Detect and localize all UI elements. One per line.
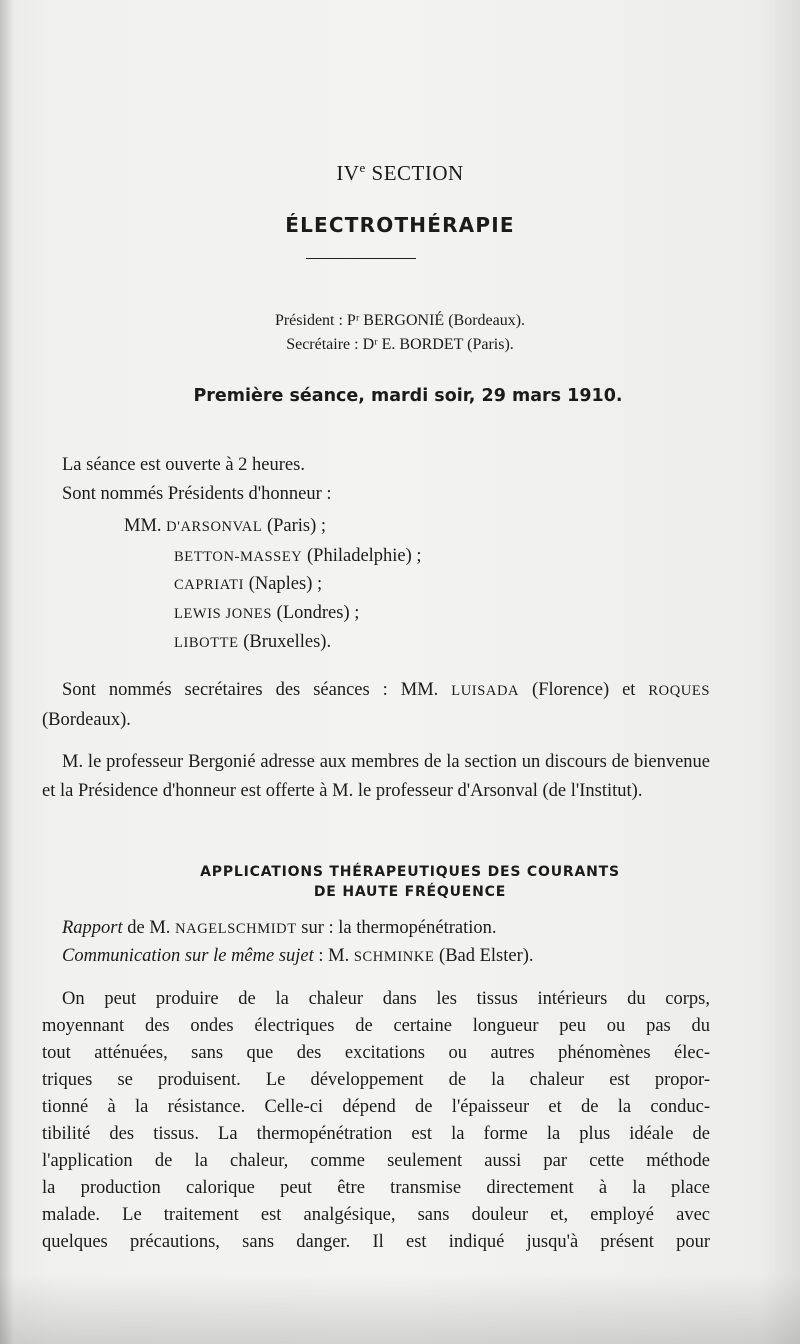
rapport-text: sur : la thermopénétration. bbox=[296, 918, 497, 938]
honorary-president-item bbox=[174, 603, 359, 624]
president-line: Président : Pʳ BERGONIÉ (Bordeaux). bbox=[274, 312, 526, 329]
opening-line: La séance est ouverte à 2 heures. bbox=[62, 455, 305, 475]
rapport-text: de M. bbox=[122, 918, 176, 938]
president-name: BETTON-MASSEY bbox=[174, 549, 303, 565]
honorary-president-item bbox=[174, 546, 422, 567]
secretary-name: ROQUES bbox=[648, 683, 710, 699]
honorary-presidents-intro: Sont nommés Présidents d'honneur : bbox=[62, 484, 332, 504]
president-name: CAPRIATI bbox=[174, 577, 245, 593]
communication-text: : M. bbox=[313, 946, 354, 966]
communication-author: SCHMINKE bbox=[353, 949, 435, 965]
secretaries-text: (Florence) et bbox=[519, 680, 649, 700]
body-line: malade. Le traitement est analgésique, sans douleur et, employé avec bbox=[42, 1205, 710, 1225]
body-line: triques se produisent. Le développement de la chaleur est propor- bbox=[42, 1070, 710, 1090]
president-place: (Paris) ; bbox=[262, 516, 327, 536]
rapport-author: NAGELSCHMIDT bbox=[175, 921, 297, 937]
honorary-president-item bbox=[174, 574, 322, 595]
president-name: LEWIS JONES bbox=[174, 606, 273, 622]
secretaries-paragraph bbox=[42, 676, 710, 734]
applications-heading-line: APPLICATIONS THÉRAPEUTIQUES DES COURANTS bbox=[200, 864, 620, 880]
secretaries-text: (Bordeaux). bbox=[42, 709, 131, 730]
body-line: moyennant des ondes électriques de certaine longueur peu ou pas du bbox=[42, 1016, 710, 1036]
section-roman: IV bbox=[336, 161, 360, 185]
communication-text: (Bad Elster). bbox=[434, 946, 534, 966]
body-line: la production calorique peut être transmise directement à la place bbox=[42, 1178, 710, 1198]
communication-line bbox=[62, 946, 534, 967]
rapport-label: Rapport bbox=[62, 918, 123, 938]
section-number bbox=[0, 160, 800, 186]
welcome-text: M. le professeur Bergonié adresse aux membres de la section un discours de bienvenue et la Présidence d'honneur est offerte à M. le professeur d'Arsonval (de l'Institut). bbox=[42, 752, 710, 801]
secretary-name: LUISADA bbox=[451, 683, 520, 699]
president-name: LIBOTTE bbox=[174, 635, 239, 651]
applications-heading bbox=[10, 862, 800, 902]
mm-prefix: MM. bbox=[124, 516, 167, 536]
section-word: SECTION bbox=[371, 161, 464, 185]
rapport-line bbox=[62, 918, 497, 939]
communication-label: Communication sur le même sujet bbox=[62, 946, 314, 966]
honorary-president-item bbox=[124, 516, 326, 537]
president-place: (Bruxelles). bbox=[238, 632, 332, 652]
welcome-paragraph bbox=[42, 748, 710, 805]
president-place: (Philadelphie) ; bbox=[302, 546, 422, 566]
body-line: tout atténuées, sans que des excitations ou autres phénomènes élec- bbox=[42, 1043, 710, 1063]
section-ordinal: e bbox=[359, 160, 366, 175]
seance-heading: Première séance, mardi soir, 29 mars 1910. bbox=[193, 386, 623, 406]
body-line: quelques précautions, sans danger. Il est indiqué jusqu'à présent pour bbox=[42, 1232, 710, 1252]
title-divider bbox=[306, 258, 416, 259]
president-place: (Naples) ; bbox=[244, 574, 323, 594]
body-line: l'application de la chaleur, comme seulement aussi par cette méthode bbox=[42, 1151, 710, 1171]
body-line: tionné à la résistance. Celle-ci dépend de l'épaisseur et de la conduc- bbox=[42, 1097, 710, 1117]
president-place: (Londres) ; bbox=[272, 603, 360, 623]
discipline-title: ÉLECTROTHÉRAPIE bbox=[285, 213, 515, 237]
president-name: D'ARSONVAL bbox=[166, 519, 263, 535]
applications-heading-line: DE HAUTE FRÉQUENCE bbox=[313, 884, 507, 900]
body-paragraph bbox=[42, 986, 710, 1256]
secretaries-text: Sont nommés secrétaires des séances : MM. bbox=[62, 680, 452, 700]
body-line: On peut produire de la chaleur dans les tissus intérieurs du corps, bbox=[62, 989, 710, 1009]
honorary-president-item bbox=[174, 632, 331, 653]
secretary-line: Secrétaire : Dʳ E. BORDET (Paris). bbox=[286, 336, 514, 353]
body-line: tibilité des tissus. La thermopénétration est la forme la plus idéale de bbox=[42, 1124, 710, 1144]
